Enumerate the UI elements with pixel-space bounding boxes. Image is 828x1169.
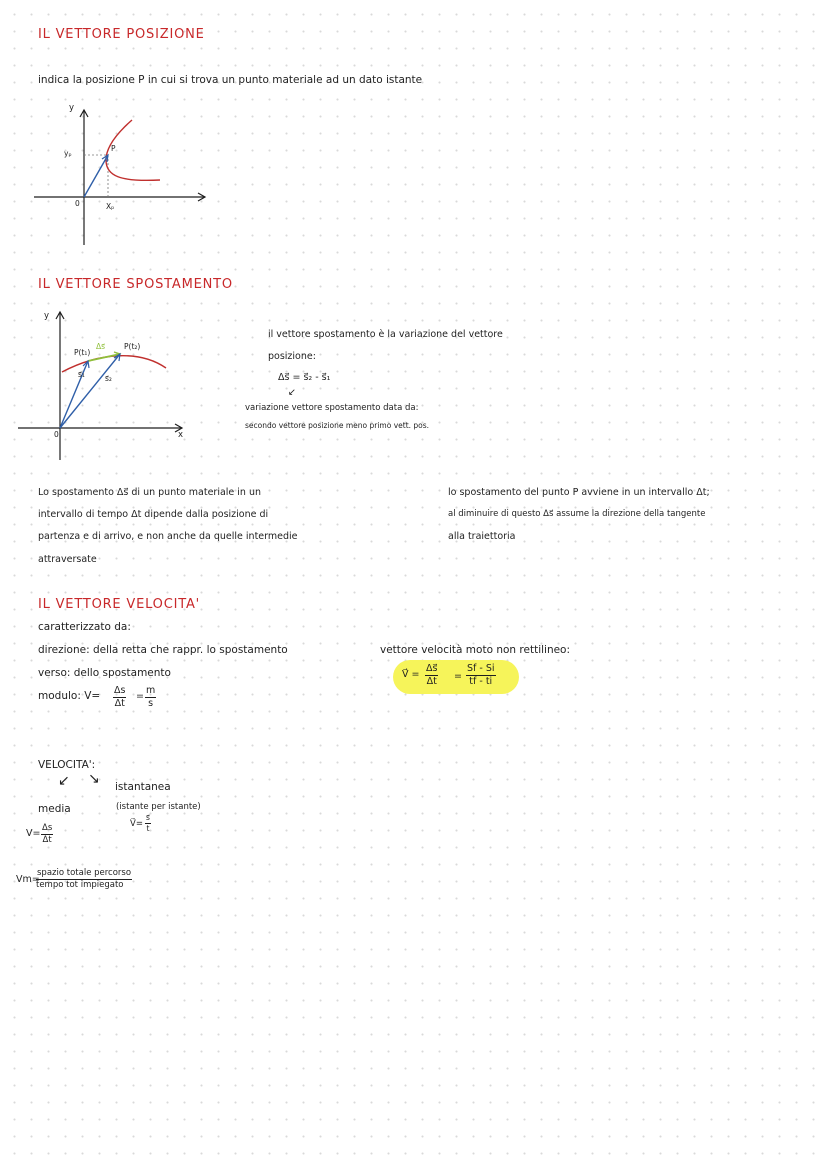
right-fraction-1 [425, 664, 438, 686]
velocita-intro: caratterizzato da: [38, 621, 131, 633]
graph2-s2-label: s⃗₂ [105, 374, 112, 383]
istantanea-num: s⃗ [146, 813, 150, 822]
graph1-xp-label: Xₚ [106, 202, 115, 211]
velocita-right-title: vettore velocità moto non rettilineo: [380, 644, 571, 656]
arrow-istantanea: ↘ [88, 771, 100, 787]
velocita-direzione: direzione: della retta che rappr. lo spostamento [38, 644, 288, 656]
right-den2: tf - ti [469, 675, 493, 687]
spostamento-formula: Δs⃗ = s⃗₂ - s⃗₁ [278, 372, 331, 383]
spostamento-left-line2: intervallo di tempo Δt dipende dalla posizione di [38, 509, 269, 520]
graph1-yp-label: yₚ [64, 149, 72, 158]
velocita-verso: verso: dello spostamento [38, 667, 171, 679]
graph2-x-label: x [178, 430, 184, 440]
spostamento-right-line2: al diminuire di questo Δs⃗ assume la direzione della tangente [448, 509, 706, 519]
istantanea-lhs: V⃗= [130, 819, 143, 829]
right-num2: Sf - Si [467, 663, 495, 674]
graph2-y-label: y [44, 311, 50, 321]
vm-fraction [36, 869, 132, 889]
graph1-y-label: y [69, 103, 75, 113]
modulo-eq: = [136, 691, 144, 702]
vm-lhs: Vm= [16, 874, 40, 885]
posizione-description: indica la posizione P in cui si trova un punto materiale ad un dato istante [38, 74, 423, 86]
arrow-media: ↙ [58, 773, 70, 789]
right-num1: Δs⃗ [426, 663, 438, 674]
velocita-heading: VELOCITA': [38, 759, 96, 771]
graph2-p1-label: P(t₁) [74, 348, 91, 357]
spostamento-def-line1: il vettore spostamento è la variazione del vettore [268, 329, 503, 340]
graph1-point-label: P [111, 144, 116, 153]
modulo-den: Δt [114, 697, 125, 709]
spostamento-arrow: ↙ [288, 387, 296, 398]
modulo-fraction [113, 686, 126, 708]
istantanea-fraction [145, 814, 151, 832]
media-den: Δt [42, 834, 52, 845]
spostamento-note-line2: secondo vettore posizione meno primo vett. pos. [245, 421, 430, 430]
unit-den: s [148, 697, 154, 709]
section-title-posizione: IL VETTORE POSIZIONE [38, 27, 205, 42]
graph2-delta-label: Δs⃗ [96, 342, 106, 351]
media-lhs: V= [26, 828, 41, 839]
section-title-velocita: IL VETTORE VELOCITA' [38, 597, 201, 612]
vm-num: spazio totale percorso [37, 868, 132, 878]
spostamento-right-line1: lo spostamento del punto P avviene in un intervallo Δt; [448, 487, 710, 498]
spostamento-def-line2: posizione: [268, 351, 316, 362]
spostamento-left-line3: partenza e di arrivo, e non anche da quelle intermedie [38, 531, 298, 542]
unit-num: m [146, 685, 156, 696]
istantanea-label: istantanea [115, 781, 171, 793]
position-vector-2 [60, 354, 120, 428]
right-eq: = [454, 671, 462, 682]
graph1-origin-label: 0 [75, 199, 80, 208]
vm-den: tempo tot impiegato [36, 879, 124, 890]
spostamento-left-line1: Lo spostamento Δs⃗ di un punto materiale in un [38, 487, 262, 498]
unit-fraction [145, 686, 156, 708]
media-num: Δs [42, 823, 53, 833]
spostamento-left-line4: attraversate [38, 554, 97, 565]
right-den1: Δt [426, 675, 437, 687]
spostamento-right-line3: alla traiettoria [448, 531, 516, 542]
velocita-modulo-label: modulo: V= [38, 690, 101, 702]
modulo-num: Δs [114, 685, 126, 696]
istantanea-note: (istante per istante) [116, 802, 201, 812]
right-lhs: V⃗ = [402, 669, 420, 680]
istantanea-den: t [146, 823, 150, 833]
graph2-s1-label: s⃗₁ [78, 370, 85, 379]
media-label: media [38, 803, 71, 815]
graph2-p2-label: P(t₂) [124, 342, 141, 351]
section-title-spostamento: IL VETTORE SPOSTAMENTO [38, 277, 233, 292]
media-fraction [41, 824, 53, 844]
right-fraction-2 [466, 664, 496, 686]
spostamento-note-line1: variazione vettore spostamento data da: [245, 403, 419, 413]
graph2-origin-label: 0 [54, 430, 59, 439]
